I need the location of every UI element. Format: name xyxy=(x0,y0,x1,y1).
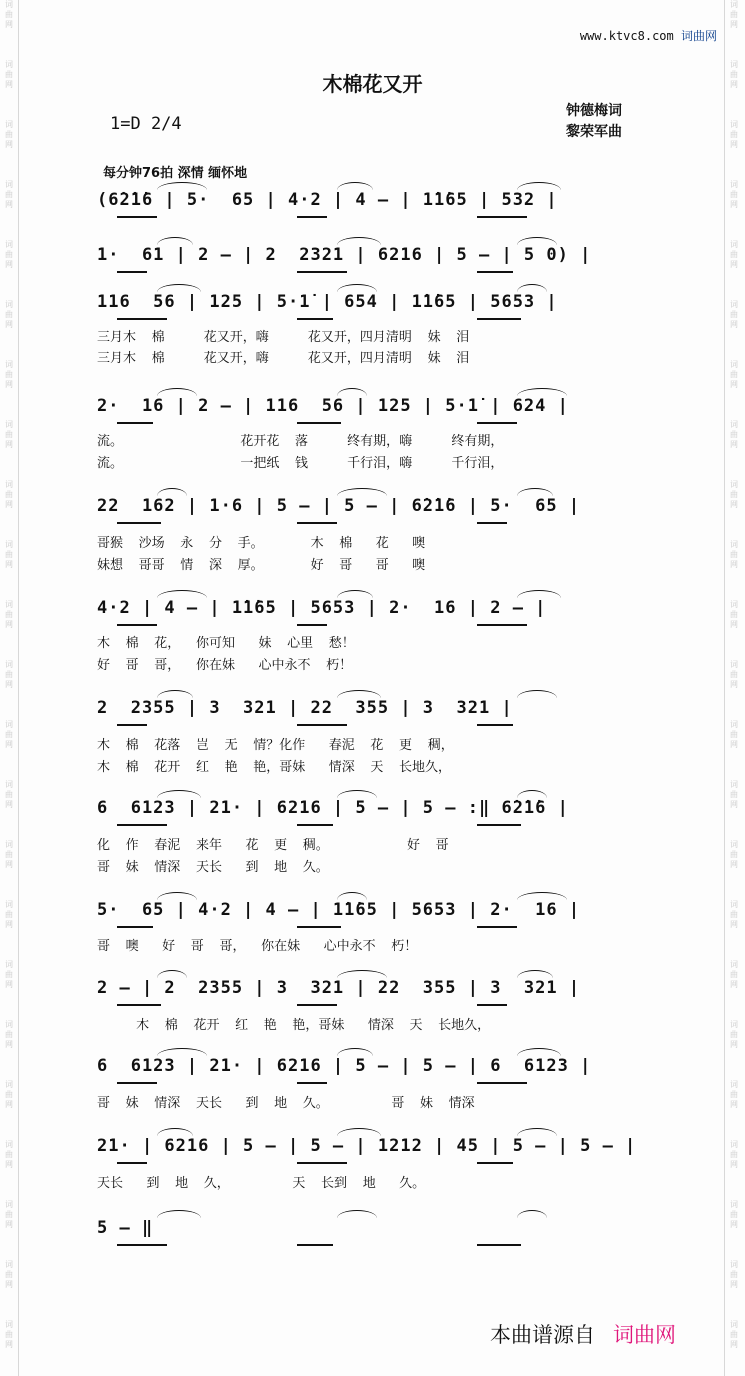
watermark-text: 词 曲 网 xyxy=(730,900,738,929)
watermark-text: 词 曲 网 xyxy=(730,480,738,509)
lyric-line: 三月木 棉 花又开，嗨 花又开，四月清明 妹 泪 xyxy=(97,330,470,345)
beam-underline xyxy=(117,318,167,320)
composer-credit: 黎荣军曲 xyxy=(566,124,622,140)
beam-underline xyxy=(297,824,333,826)
watermark-text: 词 曲 网 xyxy=(5,360,13,389)
jianpu-notation: 21· | 6216 | 5 – | 5 – | 1212 | 45 | 5 – | 5 – | xyxy=(97,1136,637,1156)
beam-underline xyxy=(297,926,341,928)
left-margin-line xyxy=(18,0,19,1376)
jianpu-notation: 1· 61 | 2 – | 2 2321 | 6216 | 5 – | 5 0) | xyxy=(97,245,592,265)
slur-mark xyxy=(337,237,381,245)
watermark-text: 词 曲 网 xyxy=(5,420,13,449)
slur-mark xyxy=(337,790,377,798)
slur-mark xyxy=(337,1048,373,1056)
watermark-text: 词 曲 网 xyxy=(5,660,13,689)
slur-mark xyxy=(517,970,553,978)
music-line xyxy=(97,798,647,828)
slur-mark xyxy=(157,284,201,292)
lyric-line: 好 哥 哥， 你在妹 心中永不 朽！ xyxy=(97,658,353,673)
slur-mark xyxy=(157,690,193,698)
watermark-text: 词 曲 网 xyxy=(730,420,738,449)
watermark-text: 词 曲 网 xyxy=(730,840,738,869)
lyric-line: 哥 妹 情深 天长 到 地 久。 哥 妹 情深 xyxy=(97,1096,475,1111)
beam-underline xyxy=(477,422,517,424)
watermark-text: 词 曲 网 xyxy=(730,300,738,329)
watermark-text: 词 曲 网 xyxy=(730,1200,738,1229)
jianpu-notation: 4·2 | 4 – | 1̇1̇65 | 5653 | 2· 16 | 2 – | xyxy=(97,598,547,618)
watermark-text: 词 曲 网 xyxy=(5,540,13,569)
watermark-text: 词 曲 网 xyxy=(730,780,738,809)
watermark-text: 词 曲 网 xyxy=(5,0,13,29)
footer-source[interactable] xyxy=(490,1319,676,1349)
watermark-text: 词 曲 网 xyxy=(5,900,13,929)
beam-underline xyxy=(117,926,153,928)
beam-underline xyxy=(477,1004,507,1006)
beam-underline xyxy=(297,1162,347,1164)
watermark-text: 词 曲 网 xyxy=(5,1260,13,1289)
slur-mark xyxy=(337,970,387,978)
beam-underline xyxy=(297,1244,333,1246)
lyric-line: 流。 花开花 落 终有期，嗨 终有期， xyxy=(97,434,504,449)
tempo-marking: 每分钟76拍 深情 缅怀地 xyxy=(103,166,248,181)
slur-mark xyxy=(337,1128,381,1136)
music-line xyxy=(97,396,647,426)
watermark-text: 词 曲 网 xyxy=(730,120,738,149)
slur-mark xyxy=(337,182,373,190)
beam-underline xyxy=(477,724,513,726)
beam-underline xyxy=(477,271,513,273)
slur-mark xyxy=(157,1128,193,1136)
lyric-line: 木 棉 花开 红 艳 艳，哥妹 情深 天 长地久， xyxy=(97,760,452,775)
lyric-line: 妹想 哥哥 情 深 厚。 好 哥 哥 噢 xyxy=(97,558,426,573)
slur-mark xyxy=(157,1048,207,1056)
slur-mark xyxy=(517,590,561,598)
beam-underline xyxy=(297,1004,337,1006)
beam-underline xyxy=(117,624,157,626)
beam-underline xyxy=(297,724,347,726)
slur-mark xyxy=(517,1210,547,1218)
slur-mark xyxy=(337,1210,377,1218)
watermark-text: 词 曲 网 xyxy=(730,1260,738,1289)
music-line xyxy=(97,598,647,628)
beam-underline xyxy=(117,271,147,273)
lyric-line: 流。 一把纸 钱 千行泪，嗨 千行泪， xyxy=(97,456,504,471)
footer-site-name: 词曲网 xyxy=(613,1323,676,1347)
watermark-text: 词 曲 网 xyxy=(730,180,738,209)
slur-mark xyxy=(517,284,547,292)
beam-underline xyxy=(297,422,341,424)
lyric-line: 三月木 棉 花又开，嗨 花又开，四月清明 妹 泪 xyxy=(97,351,470,366)
jianpu-notation: 2 – | 2 2355 | 3 321 | 22 355 | 3 321 | xyxy=(97,978,581,998)
watermark-text: 词 曲 网 xyxy=(5,240,13,269)
music-line xyxy=(97,978,647,1008)
key-signature: 1=D 2/4 xyxy=(110,114,182,134)
watermark-text: 词 曲 网 xyxy=(5,1200,13,1229)
slur-mark xyxy=(157,488,187,496)
lyric-line: 哥 噢 好 哥 哥， 你在妹 心中永不 朽！ xyxy=(97,939,418,954)
right-margin-line xyxy=(724,0,725,1376)
jianpu-notation: 2 2355 | 3 321 | 22 355 | 3 321 | xyxy=(97,698,513,718)
watermark-text: 词 曲 网 xyxy=(5,60,13,89)
beam-underline xyxy=(117,216,157,218)
slur-mark xyxy=(517,790,547,798)
music-line xyxy=(97,1056,647,1086)
slur-mark xyxy=(517,388,567,396)
beam-underline xyxy=(117,422,153,424)
watermark-text: 词 曲 网 xyxy=(730,540,738,569)
slur-mark xyxy=(157,1210,201,1218)
beam-underline xyxy=(117,1162,147,1164)
watermark-text: 词 曲 网 xyxy=(730,0,738,29)
lyric-line: 木 棉 花， 你可知 妹 心里 愁！ xyxy=(97,636,355,651)
watermark-text: 词 曲 网 xyxy=(730,960,738,989)
jianpu-notation: 5 – ‖ xyxy=(97,1218,154,1238)
slur-mark xyxy=(157,182,207,190)
site-url[interactable] xyxy=(580,27,717,44)
watermark-text: 词 曲 网 xyxy=(730,720,738,749)
footer-source-text: 本曲谱源自 xyxy=(490,1323,595,1347)
watermark-text: 词 曲 网 xyxy=(5,480,13,509)
slur-mark xyxy=(337,488,387,496)
beam-underline xyxy=(477,522,507,524)
slur-mark xyxy=(157,892,197,900)
jianpu-notation: 6 6123 | 21· | 6216 | 5 – | 5 – | 6 6123 | xyxy=(97,1056,592,1076)
slur-mark xyxy=(157,388,197,396)
jianpu-notation: (6̇2̇1̇6 | 5· 65 | 4·2 | 4 – | 1̇1̇65 | 532 | xyxy=(97,190,558,210)
jianpu-notation: 22 162 | 1·6 | 5 – | 5 – | 6̇2̇1̇6 | 5· 65 | xyxy=(97,496,581,516)
lyric-line: 化 作 春泥 来年 花 更 稠。 好 哥 xyxy=(97,838,449,853)
slur-mark xyxy=(337,892,367,900)
watermark-text: 词 曲 网 xyxy=(730,600,738,629)
watermark-text: 词 曲 网 xyxy=(5,840,13,869)
jianpu-notation: 2· 16 | 2 – | 116 56 | 125 | 5·1̇ | 624 | xyxy=(97,396,569,416)
watermark-text: 词 曲 网 xyxy=(5,960,13,989)
beam-underline xyxy=(297,318,333,320)
watermark-text: 词 曲 网 xyxy=(5,1320,13,1349)
lyricist-credit: 钟德梅词 xyxy=(566,103,622,119)
slur-mark xyxy=(517,237,557,245)
slur-mark xyxy=(517,182,561,190)
watermark-text: 词 曲 网 xyxy=(730,1320,738,1349)
music-line xyxy=(97,698,647,728)
beam-underline xyxy=(477,824,521,826)
lyric-line: 哥猴 沙场 永 分 手。 木 棉 花 噢 xyxy=(97,536,426,551)
watermark-text: 词 曲 网 xyxy=(730,1020,738,1049)
music-line xyxy=(97,496,647,526)
music-line xyxy=(97,900,647,930)
beam-underline xyxy=(477,216,527,218)
watermark-text: 词 曲 网 xyxy=(730,360,738,389)
lyric-line: 木 棉 花落 岂 无 情？化作 春泥 花 更 稠， xyxy=(97,738,454,753)
right-watermark-strip xyxy=(727,0,741,1376)
slur-mark xyxy=(517,1048,561,1056)
watermark-text: 词 曲 网 xyxy=(5,720,13,749)
jianpu-notation: 116 56 | 125 | 5·1̇ | 654 | 1̇1̇65 | 5653 | xyxy=(97,292,558,312)
watermark-text: 词 曲 网 xyxy=(730,240,738,269)
site-url-text: www.ktvc8.com xyxy=(579,29,674,43)
music-line xyxy=(97,190,647,220)
beam-underline xyxy=(477,318,521,320)
watermark-text: 词 曲 网 xyxy=(5,180,13,209)
beam-underline xyxy=(297,522,337,524)
slur-mark xyxy=(517,488,553,496)
beam-underline xyxy=(117,724,147,726)
jianpu-notation: 6 6123 | 21· | 6216 | 5 – | 5 – :‖ 6̇2̇1̇6 | xyxy=(97,798,569,818)
slur-mark xyxy=(157,790,201,798)
beam-underline xyxy=(297,216,327,218)
left-watermark-strip xyxy=(2,0,16,1376)
music-line xyxy=(97,292,647,322)
lyric-line: 天长 到 地 久， 天 长到 地 久。 xyxy=(97,1176,426,1191)
watermark-text: 词 曲 网 xyxy=(5,1080,13,1109)
slur-mark xyxy=(157,970,187,978)
slur-mark xyxy=(157,237,193,245)
watermark-text: 词 曲 网 xyxy=(730,660,738,689)
watermark-text: 词 曲 网 xyxy=(730,1080,738,1109)
lyric-line: 木 棉 花开 红 艳 艳，哥妹 情深 天 长地久， xyxy=(97,1018,491,1033)
beam-underline xyxy=(477,926,517,928)
beam-underline xyxy=(297,271,347,273)
lyric-line: 哥 妹 情深 天长 到 地 久。 xyxy=(97,860,329,875)
watermark-text: 词 曲 网 xyxy=(5,300,13,329)
music-line xyxy=(97,1218,647,1248)
beam-underline xyxy=(117,1082,157,1084)
beam-underline xyxy=(117,1244,167,1246)
watermark-text: 词 曲 网 xyxy=(5,1020,13,1049)
beam-underline xyxy=(297,1082,327,1084)
slur-mark xyxy=(517,892,567,900)
beam-underline xyxy=(117,522,161,524)
slur-mark xyxy=(337,284,377,292)
watermark-text: 词 曲 网 xyxy=(730,1140,738,1169)
slur-mark xyxy=(337,690,381,698)
slur-mark xyxy=(337,590,373,598)
jianpu-notation: 5· 65 | 4·2 | 4 – | 1̇1̇65 | 5653 | 2· 16 | xyxy=(97,900,581,920)
watermark-text: 词 曲 网 xyxy=(5,1140,13,1169)
music-line xyxy=(97,245,647,275)
beam-underline xyxy=(117,1004,161,1006)
slur-mark xyxy=(157,590,207,598)
beam-underline xyxy=(117,824,167,826)
watermark-text: 词 曲 网 xyxy=(5,120,13,149)
watermark-text: 词 曲 网 xyxy=(730,60,738,89)
beam-underline xyxy=(477,1244,521,1246)
beam-underline xyxy=(297,624,327,626)
beam-underline xyxy=(477,624,527,626)
music-line xyxy=(97,1136,647,1166)
watermark-text: 词 曲 网 xyxy=(5,600,13,629)
slur-mark xyxy=(517,690,557,698)
slur-mark xyxy=(517,1128,557,1136)
song-title: 木棉花又开 xyxy=(322,72,423,96)
site-name-text: 词曲网 xyxy=(680,29,717,43)
slur-mark xyxy=(337,388,367,396)
beam-underline xyxy=(477,1082,527,1084)
beam-underline xyxy=(477,1162,513,1164)
watermark-text: 词 曲 网 xyxy=(5,780,13,809)
